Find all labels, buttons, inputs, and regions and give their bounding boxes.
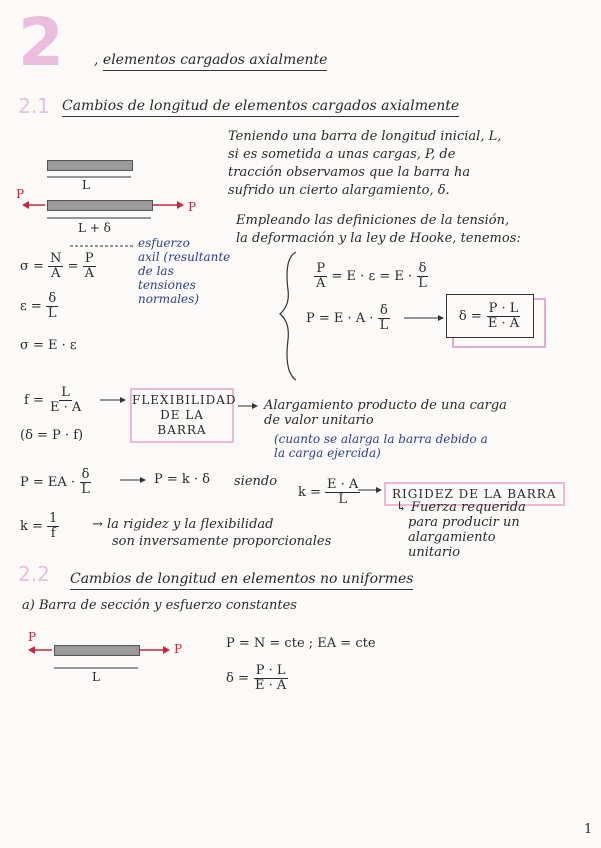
stiffness-equation	[20, 468, 92, 497]
delta-over-l	[79, 468, 92, 497]
numerator-one: 1	[49, 511, 58, 526]
denominator-ea: E · A	[487, 315, 520, 331]
equals-sign: =	[67, 259, 83, 274]
flexibility-paren-note	[274, 432, 488, 460]
definitions-line: la deformación y la ley de Hooke, tenemos:	[236, 231, 521, 246]
definitions-intro	[236, 212, 521, 248]
section-2-2-title: Cambios de longitud en elementos no uniformes	[70, 571, 413, 590]
stiffness-note-line: ↳ Fuerza requerida	[396, 500, 526, 515]
numerator-pl: P · L	[488, 300, 519, 316]
denominator-l: L	[418, 276, 427, 291]
numerator-pl: P · L	[255, 663, 286, 678]
hooke-law: σ = E · ε	[20, 338, 77, 353]
one-over-f	[47, 512, 59, 541]
numerator-ea: E · A	[327, 477, 359, 492]
denominator-l: L	[81, 482, 90, 497]
flexibility-box-line: FLEXIBILIDAD	[132, 393, 237, 407]
stiffness-note-line: unitario	[408, 545, 461, 560]
l-over-ea	[48, 386, 83, 415]
intro-line: Teniendo una barra de longitud inicial, L,	[228, 129, 502, 144]
sigma-note-line: normales)	[138, 292, 200, 306]
sigma-lhs: σ =	[20, 259, 44, 274]
kf-lhs: k =	[20, 519, 43, 534]
kf-note	[92, 516, 331, 550]
chapter-comma: ,	[94, 52, 103, 68]
load-label-right: P	[188, 200, 197, 214]
denominator-a: A	[84, 266, 94, 281]
flexibility-paren-line: (cuanto se alarga la barra debido a	[274, 432, 488, 446]
k-lhs: k =	[298, 485, 321, 500]
sigma-note-line: de las	[138, 264, 174, 278]
sigma-note-line: tensiones	[138, 278, 196, 292]
delta-lhs: δ =	[226, 671, 249, 686]
sigma-note	[138, 236, 230, 306]
chapter-number: 2	[18, 4, 64, 81]
flexibility-note	[264, 398, 507, 428]
delta-pf: (δ = P · f)	[20, 428, 84, 443]
delta-over-l	[46, 292, 59, 321]
k-over-f	[20, 512, 59, 541]
intro-line: sufrido un cierto alargamiento, δ.	[228, 183, 450, 198]
p-over-a	[83, 252, 96, 281]
p-over-a	[314, 262, 327, 291]
result-box	[446, 294, 534, 338]
sigma-equation	[20, 252, 96, 281]
ea-over-l	[325, 478, 360, 507]
n-over-a	[48, 252, 63, 281]
intro-line: si es sometida a unas cargas, P, de	[228, 147, 456, 162]
fig2-load-right: P	[174, 642, 183, 656]
denominator-f: f	[50, 526, 56, 541]
delta-equation	[226, 664, 288, 693]
section-2-1-title: Cambios de longitud de elementos cargados axialmente	[62, 98, 459, 117]
chapter-title-text: elementos cargados axialmente	[103, 52, 328, 71]
numerator-l: L	[61, 385, 70, 400]
p-equals-k-delta: P = k · δ	[154, 472, 211, 487]
denominator-l: L	[338, 492, 347, 507]
epsilon-lhs: ε =	[20, 299, 42, 314]
flexibility-note-line: de valor unitario	[264, 413, 374, 428]
numerator-delta: δ	[48, 291, 57, 306]
flexibility-box	[130, 388, 237, 443]
fig2-bar	[54, 645, 140, 656]
result-lhs: δ =	[458, 308, 482, 324]
pl-over-ea	[486, 302, 521, 331]
equation-middle: = E · ε = E ·	[331, 269, 413, 284]
constant-equation: P = N = cte ; EA = cte	[226, 636, 376, 651]
delta-over-l	[416, 262, 429, 291]
siendo-label: siendo	[234, 474, 278, 489]
k-definition	[298, 478, 360, 507]
denominator-ea: E · A	[255, 678, 287, 693]
sigma-note-line: esfuerzo	[138, 236, 190, 250]
bar-length-label: L	[82, 178, 90, 192]
flexibility-equation	[24, 386, 83, 415]
delta-over-l	[378, 304, 391, 333]
bar-elongated-label: L + δ	[78, 221, 111, 235]
kf-note-line: son inversamente proporcionales	[112, 534, 332, 549]
flexibility-box-line: DE LA	[160, 408, 204, 422]
numerator-delta: δ	[380, 303, 388, 318]
subsection-a: a) Barra de sección y esfuerzo constantes	[22, 598, 297, 613]
numerator-delta: δ	[418, 261, 427, 276]
equation-lhs: P = E · A ·	[306, 311, 374, 326]
kf-note-line: → la rigidez y la flexibilidad	[92, 517, 274, 532]
page-number: 1	[584, 822, 593, 837]
sigma-note-line: axil (resultante	[138, 250, 231, 264]
stiffness-box: RIGIDEZ DE LA BARRA	[384, 482, 565, 506]
denominator-a: A	[316, 276, 326, 291]
epsilon-equation	[20, 292, 59, 321]
denominator-l: L	[379, 318, 389, 333]
stiffness-note-line: para producir un	[408, 515, 520, 530]
stiffness-eq-lhs: P = EA ·	[20, 475, 76, 490]
fig2-load-left: P	[28, 630, 37, 644]
flexibility-box-line: BARRA	[157, 423, 207, 437]
stiffness-note-line: alargamiento	[408, 530, 496, 545]
numerator-p: P	[316, 261, 326, 276]
fig2-length-label: L	[92, 670, 100, 684]
flexibility-paren-line: la carga ejercida)	[274, 446, 381, 460]
numerator-n: N	[50, 251, 62, 266]
section-2-2-number: 2.2	[18, 562, 50, 586]
denominator-l: L	[47, 306, 57, 321]
denominator-ea: E · A	[49, 400, 82, 415]
flexibility-lhs: f =	[24, 393, 44, 408]
denominator-a: A	[51, 266, 61, 281]
load-label-left: P	[16, 187, 25, 201]
pl-over-ea	[253, 664, 288, 693]
intro-line: tracción observamos que la barra ha	[228, 165, 471, 180]
equation-stress-strain	[314, 262, 429, 291]
stiffness-note	[396, 500, 526, 560]
flexibility-note-line: Alargamiento producto de una carga	[264, 398, 507, 413]
equation-load	[306, 304, 390, 333]
definitions-line: Empleando las definiciones de la tensión,	[236, 213, 510, 228]
numerator-delta: δ	[81, 467, 90, 482]
numerator-p: P	[84, 251, 94, 266]
section-2-1-number: 2.1	[18, 94, 50, 118]
